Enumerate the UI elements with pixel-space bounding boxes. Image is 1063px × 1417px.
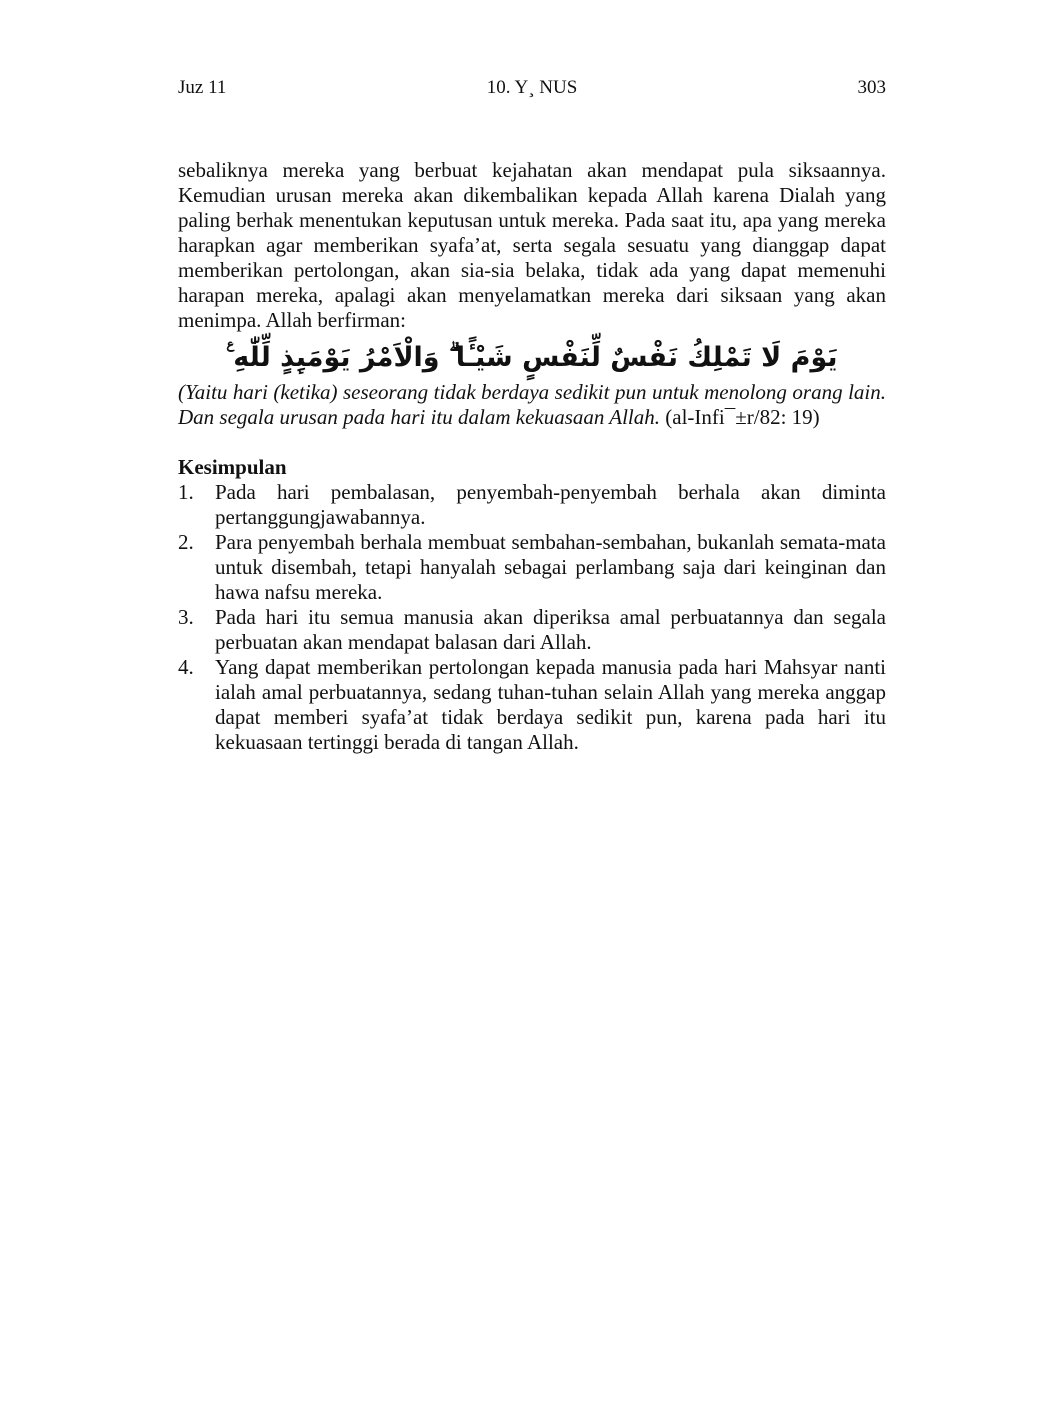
item-text: Para penyembah berhala membuat sembahan-sembahan, bukanlah semata-mata untuk disembah, tetapi hanyalah sebagai perlambang saja dari keinginan dan hawa nafsu mereka. — [215, 530, 886, 604]
item-text: Pada hari pembalasan, penyembah-penyembah berhala akan diminta pertanggungjawabannya. — [215, 480, 886, 529]
conclusion-list — [178, 480, 886, 755]
page-content — [178, 158, 886, 755]
verse-translation — [178, 380, 886, 430]
item-number: 1. — [178, 480, 194, 504]
translation-text: (Yaitu hari (ketika) seseorang tidak berdaya sedikit pun untuk menolong orang lain. Dan segala urusan pada hari itu dalam kekuasaan Allah. — [178, 380, 886, 429]
item-text: Pada hari itu semua manusia akan diperiksa amal perbuatannya dan segala perbuatan akan mendapat balasan dari Allah. — [215, 605, 886, 654]
conclusion-heading: Kesimpulan — [178, 455, 287, 479]
surah-title: 10. Y¸ NUS — [486, 77, 578, 98]
juz-label: Juz 11 — [178, 77, 227, 98]
verse-reference: (al-Infi¯±r/82: 19) — [660, 405, 820, 429]
conclusion-item — [178, 530, 886, 605]
item-number: 3. — [178, 605, 194, 629]
conclusion-item — [178, 655, 886, 755]
arabic-verse: يَوْمَ لَا تَمْلِكُ نَفْسٌ لِّنَفْسٍ شَيْـًٔا ۗ وَالْاَمْرُ يَوْمَىِٕذٍ لِّلّٰهِ ࣖ — [226, 341, 838, 373]
conclusion-item — [178, 605, 886, 655]
item-number: 4. — [178, 655, 194, 679]
page-header — [178, 74, 886, 102]
item-text: Yang dapat memberikan pertolongan kepada manusia pada hari Mahsyar nanti ialah amal perbuatannya, sedang tuhan-tuhan selain Allah yang mereka anggap dapat memberi syafa’at tidak berdaya sedikit pun, karena pada hari itu kekuasaan tertinggi berada di tangan Allah. — [215, 655, 886, 754]
conclusion-item — [178, 480, 886, 530]
body-paragraph: sebaliknya mereka yang berbuat kejahatan akan mendapat pula siksaannya. Kemudian urusan mereka akan dikembalikan kepada Allah karena Dialah yang paling berhak menentukan keputusan untuk mereka. Pada saat itu, apa yang mereka harapkan agar memberikan syafa’at, serta segala sesuatu yang dianggap dapat memberikan pertolongan, akan sia-sia belaka, tidak ada yang dapat memenuhi harapan mereka, apalagi akan menyelamatkan mereka dari siksaan yang akan menimpa. Allah berfirman: — [178, 158, 886, 332]
arabic-verse-block — [178, 335, 886, 379]
item-number: 2. — [178, 530, 194, 554]
page-number: 303 — [857, 77, 886, 98]
